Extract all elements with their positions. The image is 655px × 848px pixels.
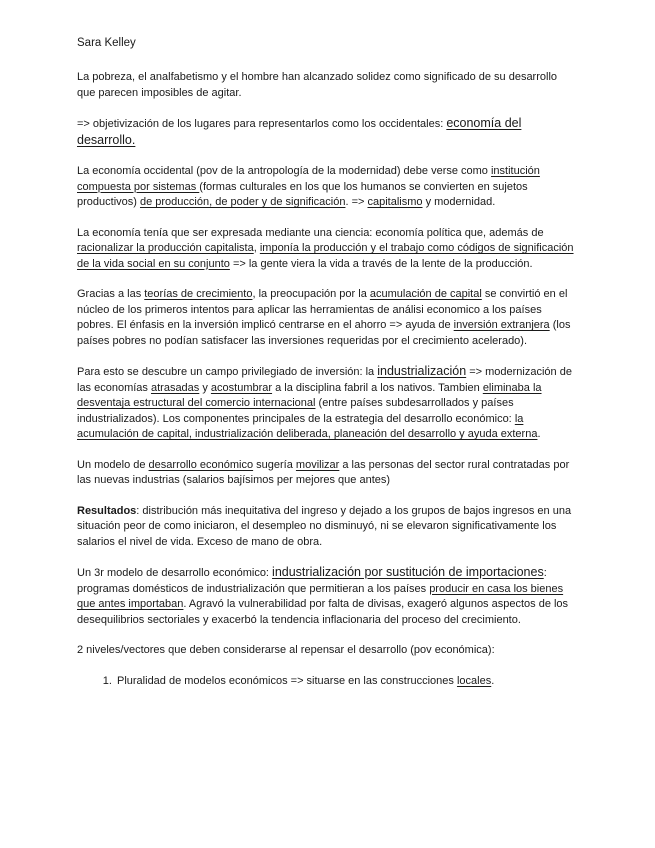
underlined-term: institución compuesta por sistemas [77,165,540,193]
list-item: 1. Pluralidad de modelos económicos => situarse en las construcciones locales. [115,674,577,690]
underlined-term: capitalismo [367,196,423,208]
paragraph-2: => objetivización de los lugares para representarlos como los occidentales: economía del desarrollo. [77,116,522,147]
paragraph-7: Un modelo de desarrollo económico sugería movilizar a las personas del sector rural contratadas por las nuevas industrias (salarios bajísimos per mejores que antes) [77,458,570,486]
underlined-term: imponía la producción y el trabajo como códigos de significación de la vida social en su conjunto [77,242,574,270]
underlined-term: movilizar [295,458,340,471]
underlined-term: industrialización [377,364,467,378]
paragraph-5: Gracias a las teorías de crecimiento, la preocupación por la acumulación de capital se convirtió en el núcleo de los primeros intentos para aplicar las herramientas de análisi economico a los países pobres. El énfasis en la inversión implicó centrarse en el ahorro => ayuda de inversión extranjera (los países pobres no podían satisfacer las inversiones requeridas por el crecimiento acelerado). [77,288,571,347]
paragraph-10: 2 niveles/vectores que deben considerarse al repensar el desarrollo (pov económica): [77,644,495,656]
underlined-term: industrialización por sustitución de importaciones [272,565,544,579]
underlined-term: teorías de crecimiento [144,288,253,300]
paragraph-6: Para esto se descubre un campo privilegiado de inversión: la industrialización => modernización de las economías atrasadas y acostumbrar a la disciplina fabril a los nativos. Tambien eliminaba la desventaja estructural del comercio internacional (entre países subdesarrollados y países industrializados). Los componentes principales de la estrategia del desarrollo económico: la acumulación de capital, industrialización deliberada, planeación del desarrollo y ayuda externa. [77,364,572,440]
underlined-term: locales [456,674,492,687]
underlined-term: de producción, de poder y de significación [139,196,346,208]
underlined-term: atrasadas [150,381,200,394]
document-page [77,37,577,689]
paragraph-3: La economía occidental (pov de la antropología de la modernidad) debe verse como institución compuesta por sistemas (formas culturales en los que los humanos se convierten en sujetos productivos) de producción, de poder y de significación. => capitalismo y modernidad. [77,165,540,208]
underlined-term: acumulación de capital [369,288,482,300]
numbered-list [77,674,577,690]
underlined-term: la acumulación de capital, industrialización deliberada, planeación del desarrollo y ayuda externa [77,412,538,440]
underlined-term: producir en casa los bienes que antes importaban [77,582,564,610]
underlined-term: desarrollo económico [148,458,254,471]
bold-heading: Resultados [77,504,137,517]
paragraph-4: La economía tenía que ser expresada mediante una ciencia: economía política que, además de racionalizar la producción capitalista, imponía la producción y el trabajo como códigos de significación de la vida social en su conjunto => la gente viera la vida a través de la lente de la producción. [77,226,574,270]
underlined-term: racionalizar la producción capitalista [77,242,254,254]
underlined-term: acostumbrar [210,381,273,394]
underlined-term: inversión extranjera [453,319,550,331]
author-name: Sara Kelley [77,37,136,49]
underlined-term: eliminaba la desventaja estructural del comercio internacional [77,381,542,409]
underlined-term: economía del desarrollo. [77,116,522,147]
paragraph-1: La pobreza, el analfabetismo y el hombre han alcanzado solidez como significado de su desarrollo que parecen imposibles de agitar. [77,71,558,99]
paragraph-8: Resultados: distribución más inequitativa del ingreso y dejado a los grupos de bajos ingresos en una situación peor de como iniciaron, el desempleo no disminuyó, ni se elevaron significativamente los salarios el nivel de vida. Exceso de mano de obra. [77,504,572,548]
paragraph-9: Un 3r modelo de desarrollo económico: industrialización por sustitución de importaciones: programas domésticos de industrialización que permitieran a los países producir en casa los bienes que antes importaban. Agravó la vulnerabilidad por falta de divisas, exageró algunos aspectos de los desequilibrios sectoriales y exacerbó la tendencia inflacionaria del proceso del crecimiento. [77,565,569,626]
